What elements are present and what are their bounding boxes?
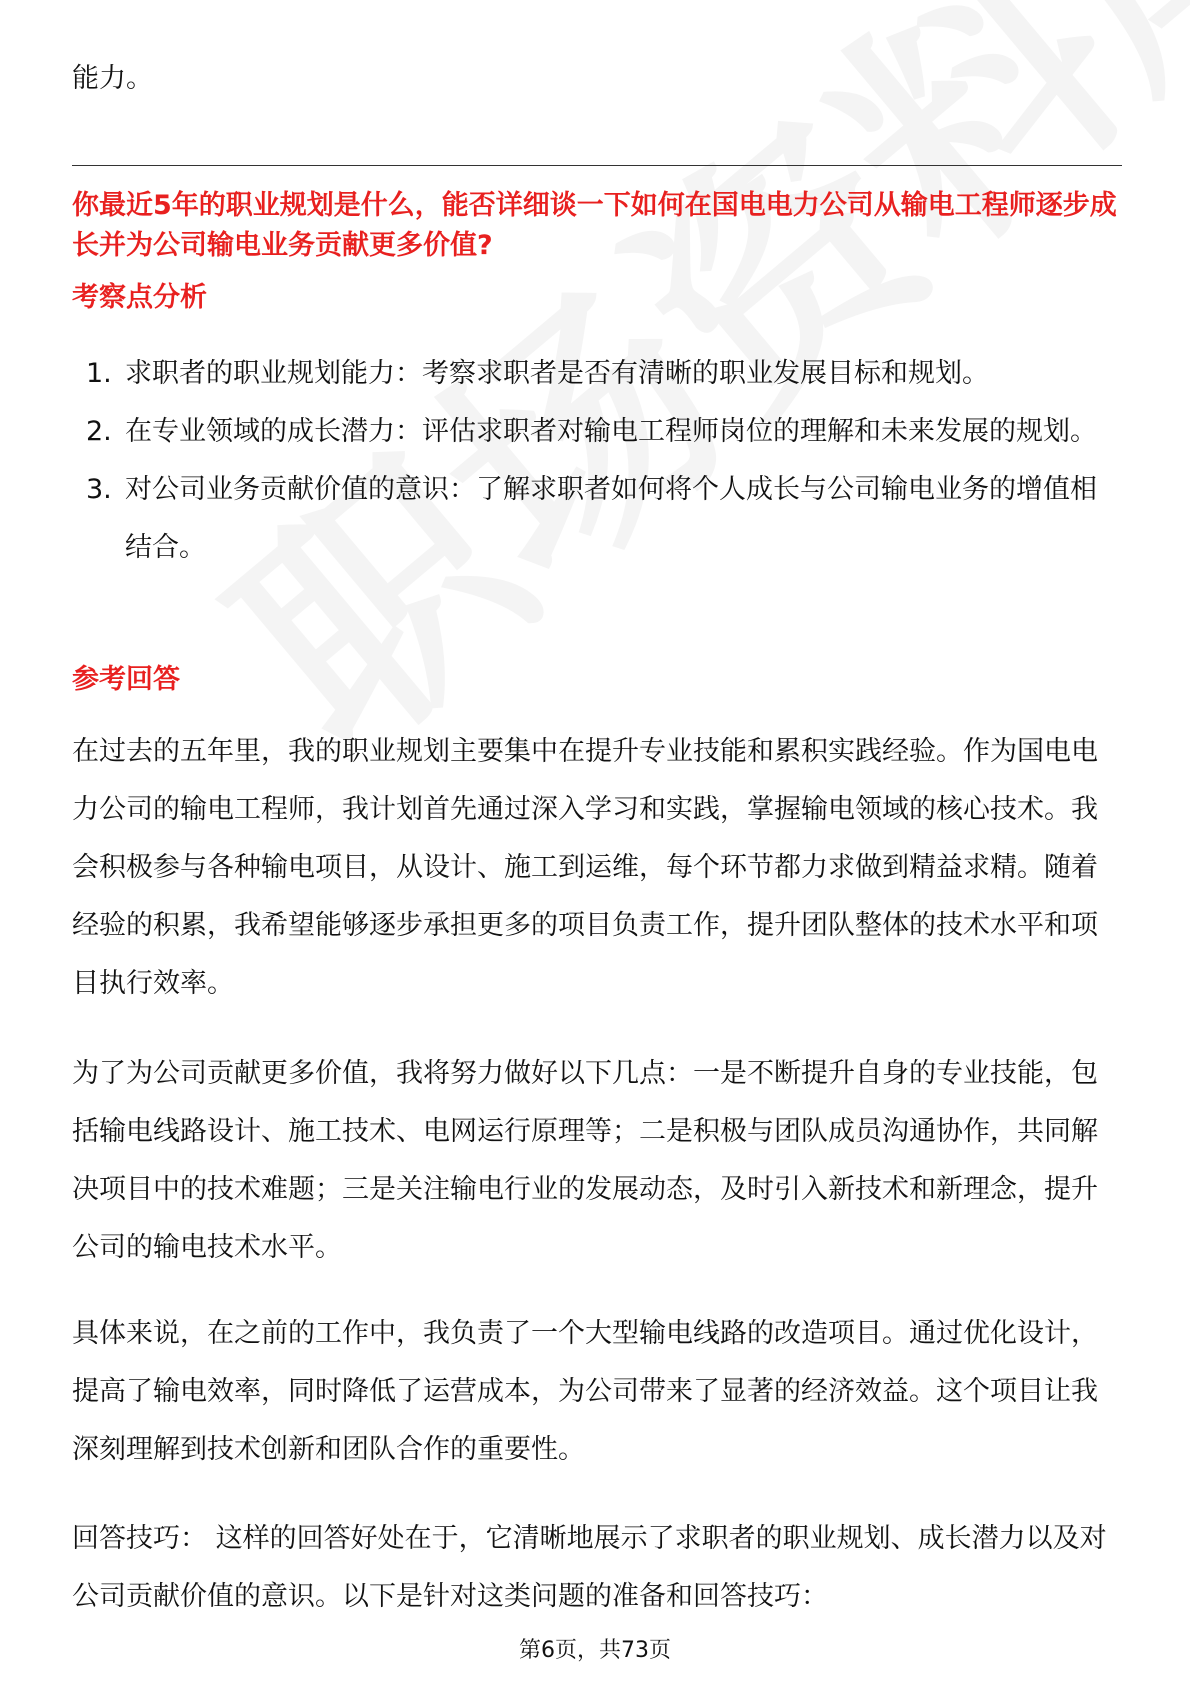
answer-tips-paragraph: 回答技巧： 这样的回答好处在于，它清晰地展示了求职者的职业规划、成长潜力以及对公司贡献价值的意识。以下是针对这类问题的准备和回答技巧： (72, 1523, 1107, 1612)
page-number-footer: 第6页，共73页 (519, 1638, 671, 1663)
list-item-number: 1. (86, 358, 112, 389)
section-divider (72, 165, 1122, 166)
list-item (72, 403, 1122, 461)
list-item-text: 在专业领域的成长潜力：评估求职者对输电工程师岗位的理解和未来发展的规划。 (125, 416, 1097, 447)
analysis-heading: 考察点分析 (72, 282, 207, 313)
list-item-text: 对公司业务贡献价值的意识：了解求职者如何将个人成长与公司输电业务的增值相结合。 (125, 474, 1097, 563)
list-item (72, 461, 1122, 577)
lead-text: 能力。 (72, 63, 153, 94)
list-item-number: 3. (86, 474, 112, 505)
list-item (72, 345, 1122, 403)
answer-heading: 参考回答 (72, 664, 180, 695)
answer-paragraph: 在过去的五年里，我的职业规划主要集中在提升专业技能和累积实践经验。作为国电电力公司的输电工程师，我计划首先通过深入学习和实践，掌握输电领域的核心技术。我会积极参与各种输电项目，从设计、施工到运维，每个环节都力求做到精益求精。随着经验的积累，我希望能够逐步承担更多的项目负责工作，提升团队整体的技术水平和项目执行效率。 (72, 736, 1098, 999)
answer-paragraph: 为了为公司贡献更多价值，我将努力做好以下几点：一是不断提升自身的专业技能，包括输电线路设计、施工技术、电网运行原理等；二是积极与团队成员沟通协作，共同解决项目中的技术难题；三是关注输电行业的发展动态，及时引入新技术和新理念，提升公司的输电技术水平。 (72, 1058, 1098, 1263)
list-item-number: 2. (86, 416, 112, 447)
answer-paragraph: 具体来说，在之前的工作中，我负责了一个大型输电线路的改造项目。通过优化设计，提高了输电效率，同时降低了运营成本，为公司带来了显著的经济效益。这个项目让我深刻理解到技术创新和团队合作的重要性。 (72, 1318, 1098, 1465)
analysis-list (72, 345, 1122, 577)
question-title: 你最近5年的职业规划是什么，能否详细谈一下如何在国电电力公司从输电工程师逐步成长并为公司输电业务贡献更多价值? (72, 190, 1117, 261)
list-item-text: 求职者的职业规划能力：考察求职者是否有清晰的职业发展目标和规划。 (125, 358, 989, 389)
